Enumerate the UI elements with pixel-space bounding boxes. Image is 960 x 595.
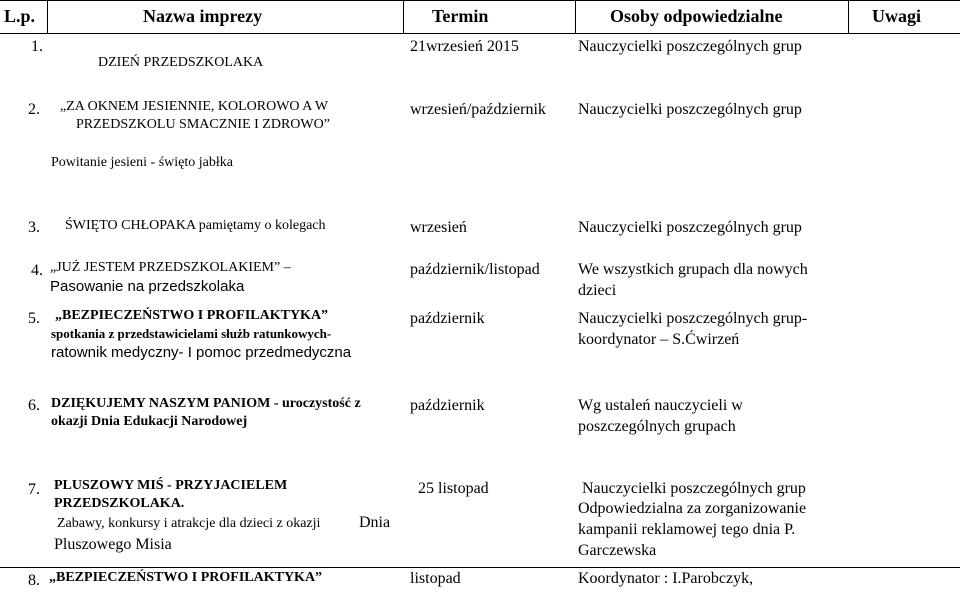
row-number: 7. [28,481,40,498]
table-header [0,0,960,34]
event-term: październik [410,397,485,414]
event-name: „ZA OKNEM JESIENNIE, KOLOROWO A W [60,99,329,114]
event-persons: Odpowiedzialna za zorganizowanie [578,500,807,517]
row-number: 5. [28,310,40,327]
event-name: DZIĘKUJEMY NASZYM PANIOM - uroczystość z [51,396,361,411]
row-number: 3. [28,219,40,236]
event-persons: Nauczycielki poszczególnych grup [578,219,802,236]
event-name: ŚWIĘTO CHŁOPAKA pamiętamy o kolegach [65,218,326,233]
event-persons: Garczewska [578,542,657,559]
header-top-border [0,0,960,1]
event-persons: dzieci [578,282,617,299]
event-persons: Nauczycielki poszczególnych grup [582,480,806,497]
event-subtitle: Zabawy, konkursy i atrakcje dla dzieci z okazji [57,516,321,531]
header-divider [575,0,576,34]
event-term: 21wrzesień 2015 [410,38,519,55]
event-subtitle: Powitanie jesieni - święto jabłka [51,155,233,170]
event-persons: koordynator – S.Ćwirzeń [578,331,740,348]
header-persons: Osoby odpowiedzialne [610,6,783,26]
event-name: „BEZPIECZEŃSTWO I PROFILAKTYKA” [49,570,323,585]
event-persons: Wg ustaleń nauczycieli w [578,397,743,414]
event-persons: Nauczycielki poszczególnych grup [578,38,802,55]
row-number: 6. [28,397,40,414]
event-term: wrzesień [410,219,467,236]
event-persons: Nauczycielki poszczególnych grup [578,101,802,118]
event-term: wrzesień/październik [410,101,546,118]
event-persons: poszczególnych grupach [578,418,736,435]
event-persons: We wszystkich grupach dla nowych [578,261,808,278]
event-subtitle: spotkania z przedstawicielami służb ratunkowych- [51,326,332,341]
event-term: listopad [410,570,461,587]
row-number: 4. [31,262,43,279]
event-name: „JUŻ JESTEM PRZEDSZKOLAKIEM” – [50,260,291,275]
header-divider [848,0,849,34]
event-name: okazji Dnia Edukacji Narodowej [51,414,248,429]
header-term: Termin [432,6,489,26]
event-subtitle: Pasowanie na przedszkolaka [50,278,245,295]
event-subtitle: ratownik medyczny- I pomoc przedmedyczna [51,344,352,361]
event-term: październik/listopad [410,261,540,278]
event-subtitle: Pluszowego Misia [54,536,172,553]
event-name: „BEZPIECZEŃSTWO I PROFILAKTYKA” [55,308,329,323]
row-number: 1. [31,38,43,55]
header-bottom-border [0,33,960,34]
header-name: Nazwa imprezy [143,6,263,26]
event-name: DZIEŃ PRZEDSZKOLAKA [98,55,264,70]
event-name: PLUSZOWY MIŚ - PRZYJACIELEM [54,478,288,493]
header-divider [403,0,404,34]
header-lp: L.p. [4,6,36,26]
event-persons: Nauczycielki poszczególnych grup- [578,310,808,327]
event-subtitle: Dnia [359,514,391,531]
event-name: PRZEDSZKOLU SMACZNIE I ZDROWO” [76,117,330,132]
event-term: październik [410,310,485,327]
header-notes: Uwagi [872,6,921,26]
row-number: 8. [28,572,40,589]
header-divider [47,0,48,34]
event-persons: kampanii reklamowej tego dnia P. [578,521,796,538]
event-persons: Koordynator : I.Parobczyk, [578,570,754,587]
event-term: 25 listopad [418,480,489,497]
row-divider [0,567,960,568]
event-name: PRZEDSZKOLAKA. [54,496,185,511]
row-number: 2. [28,101,40,118]
